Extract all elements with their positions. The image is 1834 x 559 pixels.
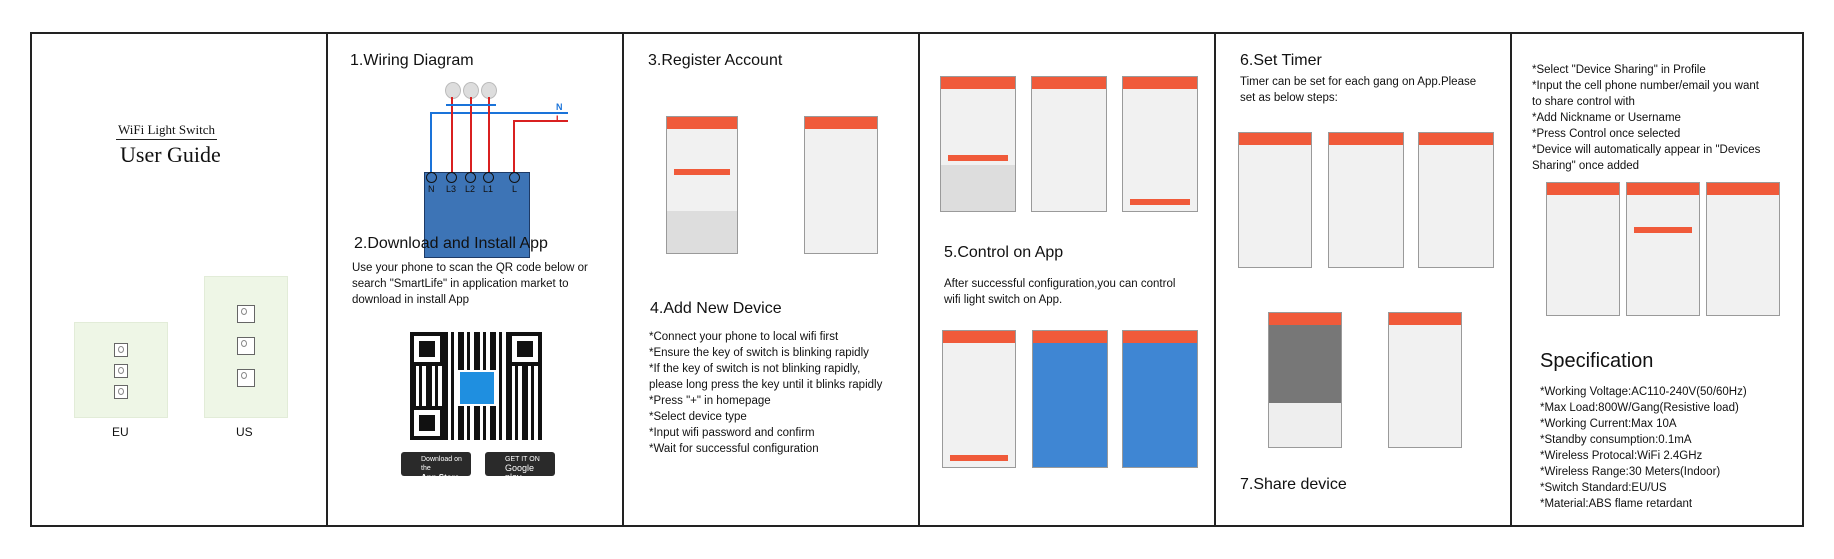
timer-heading: 6.Set Timer (1240, 52, 1322, 69)
switch-key-icon (237, 337, 255, 355)
connecting-screen-image (1031, 76, 1107, 212)
switch-control-screen-image (1032, 330, 1108, 468)
app-store-badge[interactable]: Download on the App Store (401, 452, 471, 476)
register-add-panel (624, 34, 920, 525)
success-screen-image (1122, 76, 1198, 212)
timer-confirm-screen-image (1268, 312, 1342, 448)
control-description: After successful configuration,you can control wifi light switch on App. (944, 278, 1176, 306)
live-wire (513, 120, 515, 172)
switch-key-icon (114, 364, 128, 378)
eu-switch-image (74, 322, 168, 418)
download-instructions: Use your phone to scan the QR code below or search "SmartLife" in application market to download in install App (352, 262, 588, 306)
switch-key-icon (114, 385, 128, 399)
terminal-label: L2 (465, 184, 476, 194)
terminal-label: N (428, 184, 435, 194)
spec-heading: Specification (1540, 350, 1654, 372)
sharing-spec-panel (1512, 34, 1802, 525)
load-wire (470, 97, 472, 172)
bulb-icon (445, 82, 461, 99)
timer-picker-screen-image (1418, 132, 1494, 268)
switch-key-icon (114, 343, 128, 357)
timer-set-screen-image (1388, 312, 1462, 448)
terminal-label: L (512, 184, 518, 194)
spec-list: *Working Voltage:AC110-240V(50/60Hz) *Max Load:800W/Gang(Resistive load) *Working Current:Max 10A *Standby consumption:0.1mA *Wireless Protocal:WiFi 2.4GHz *Wireless Range:30 Meters(Indoor) *Switch Standard:EU/US *Material:ABS flame retardant (1540, 386, 1747, 510)
load-wire (488, 97, 490, 172)
bulb-bus-wire (446, 104, 496, 106)
user-guide-sheet (30, 32, 1804, 527)
add-device-heading: 4.Add New Device (650, 300, 782, 317)
terminal-label: L3 (446, 184, 457, 194)
wifi-pairing-screen-image (940, 76, 1016, 212)
switch-key-icon (237, 305, 255, 323)
control-heading: 5.Control on App (944, 244, 1064, 261)
terminal-label: L1 (483, 184, 494, 194)
load-wire (451, 97, 453, 172)
wiring-download-panel (328, 34, 624, 525)
smartlife-home-icon (458, 370, 496, 406)
switch-key-icon (237, 369, 255, 387)
terminal-icon (446, 172, 457, 183)
cover-panel (32, 34, 328, 525)
google-play-badge[interactable]: GET IT ON Google play (485, 452, 555, 476)
login-screen-image (666, 116, 738, 254)
download-heading: 2.Download and Install App (354, 235, 548, 252)
terminal-icon (509, 172, 520, 183)
brand-title: WiFi Light Switch (116, 122, 217, 140)
terminal-icon (465, 172, 476, 183)
terminal-icon (426, 172, 437, 183)
home-screen-image (804, 116, 878, 254)
devices-sharing-screen-image (1706, 182, 1780, 316)
share-heading: 7.Share device (1240, 476, 1347, 493)
add-device-steps: *Connect your phone to local wifi first *Ensure the key of switch is blinking rapidly *If the key of switch is not blinking rapidly, please long press the key until it blinks rapidly *Press "+" in homepage *Select device type *Input wifi password and confirm *Wait for successful configuration (649, 331, 883, 455)
switch-list-screen-image (1238, 132, 1312, 268)
guide-title: User Guide (120, 142, 221, 167)
l-line-label: L (556, 114, 562, 124)
app-qr-code (410, 332, 542, 440)
n-line-label: N (556, 102, 563, 112)
switch-control-screen-image (1122, 330, 1198, 468)
pairing-control-panel (920, 34, 1216, 525)
profile-screen-image (1546, 182, 1620, 316)
sharing-steps: *Select "Device Sharing" in Profile *Input the cell phone number/email you want to share control with *Add Nickname or Username *Press Control once selected *Device will automatically appear in "Devices Sharing" once added (1532, 64, 1761, 172)
timer-share-panel (1216, 34, 1512, 525)
timer-description: Timer can be set for each gang on App.Please set as below steps: (1240, 76, 1477, 104)
device-added-screen-image (942, 330, 1016, 468)
terminal-icon (483, 172, 494, 183)
add-sharing-screen-image (1626, 182, 1700, 316)
eu-label: EU (112, 425, 129, 439)
timer-list-screen-image (1328, 132, 1404, 268)
register-heading: 3.Register Account (648, 52, 783, 69)
wiring-heading: 1.Wiring Diagram (350, 52, 474, 69)
us-switch-image (204, 276, 288, 418)
us-label: US (236, 425, 253, 439)
neutral-wire (430, 112, 432, 172)
